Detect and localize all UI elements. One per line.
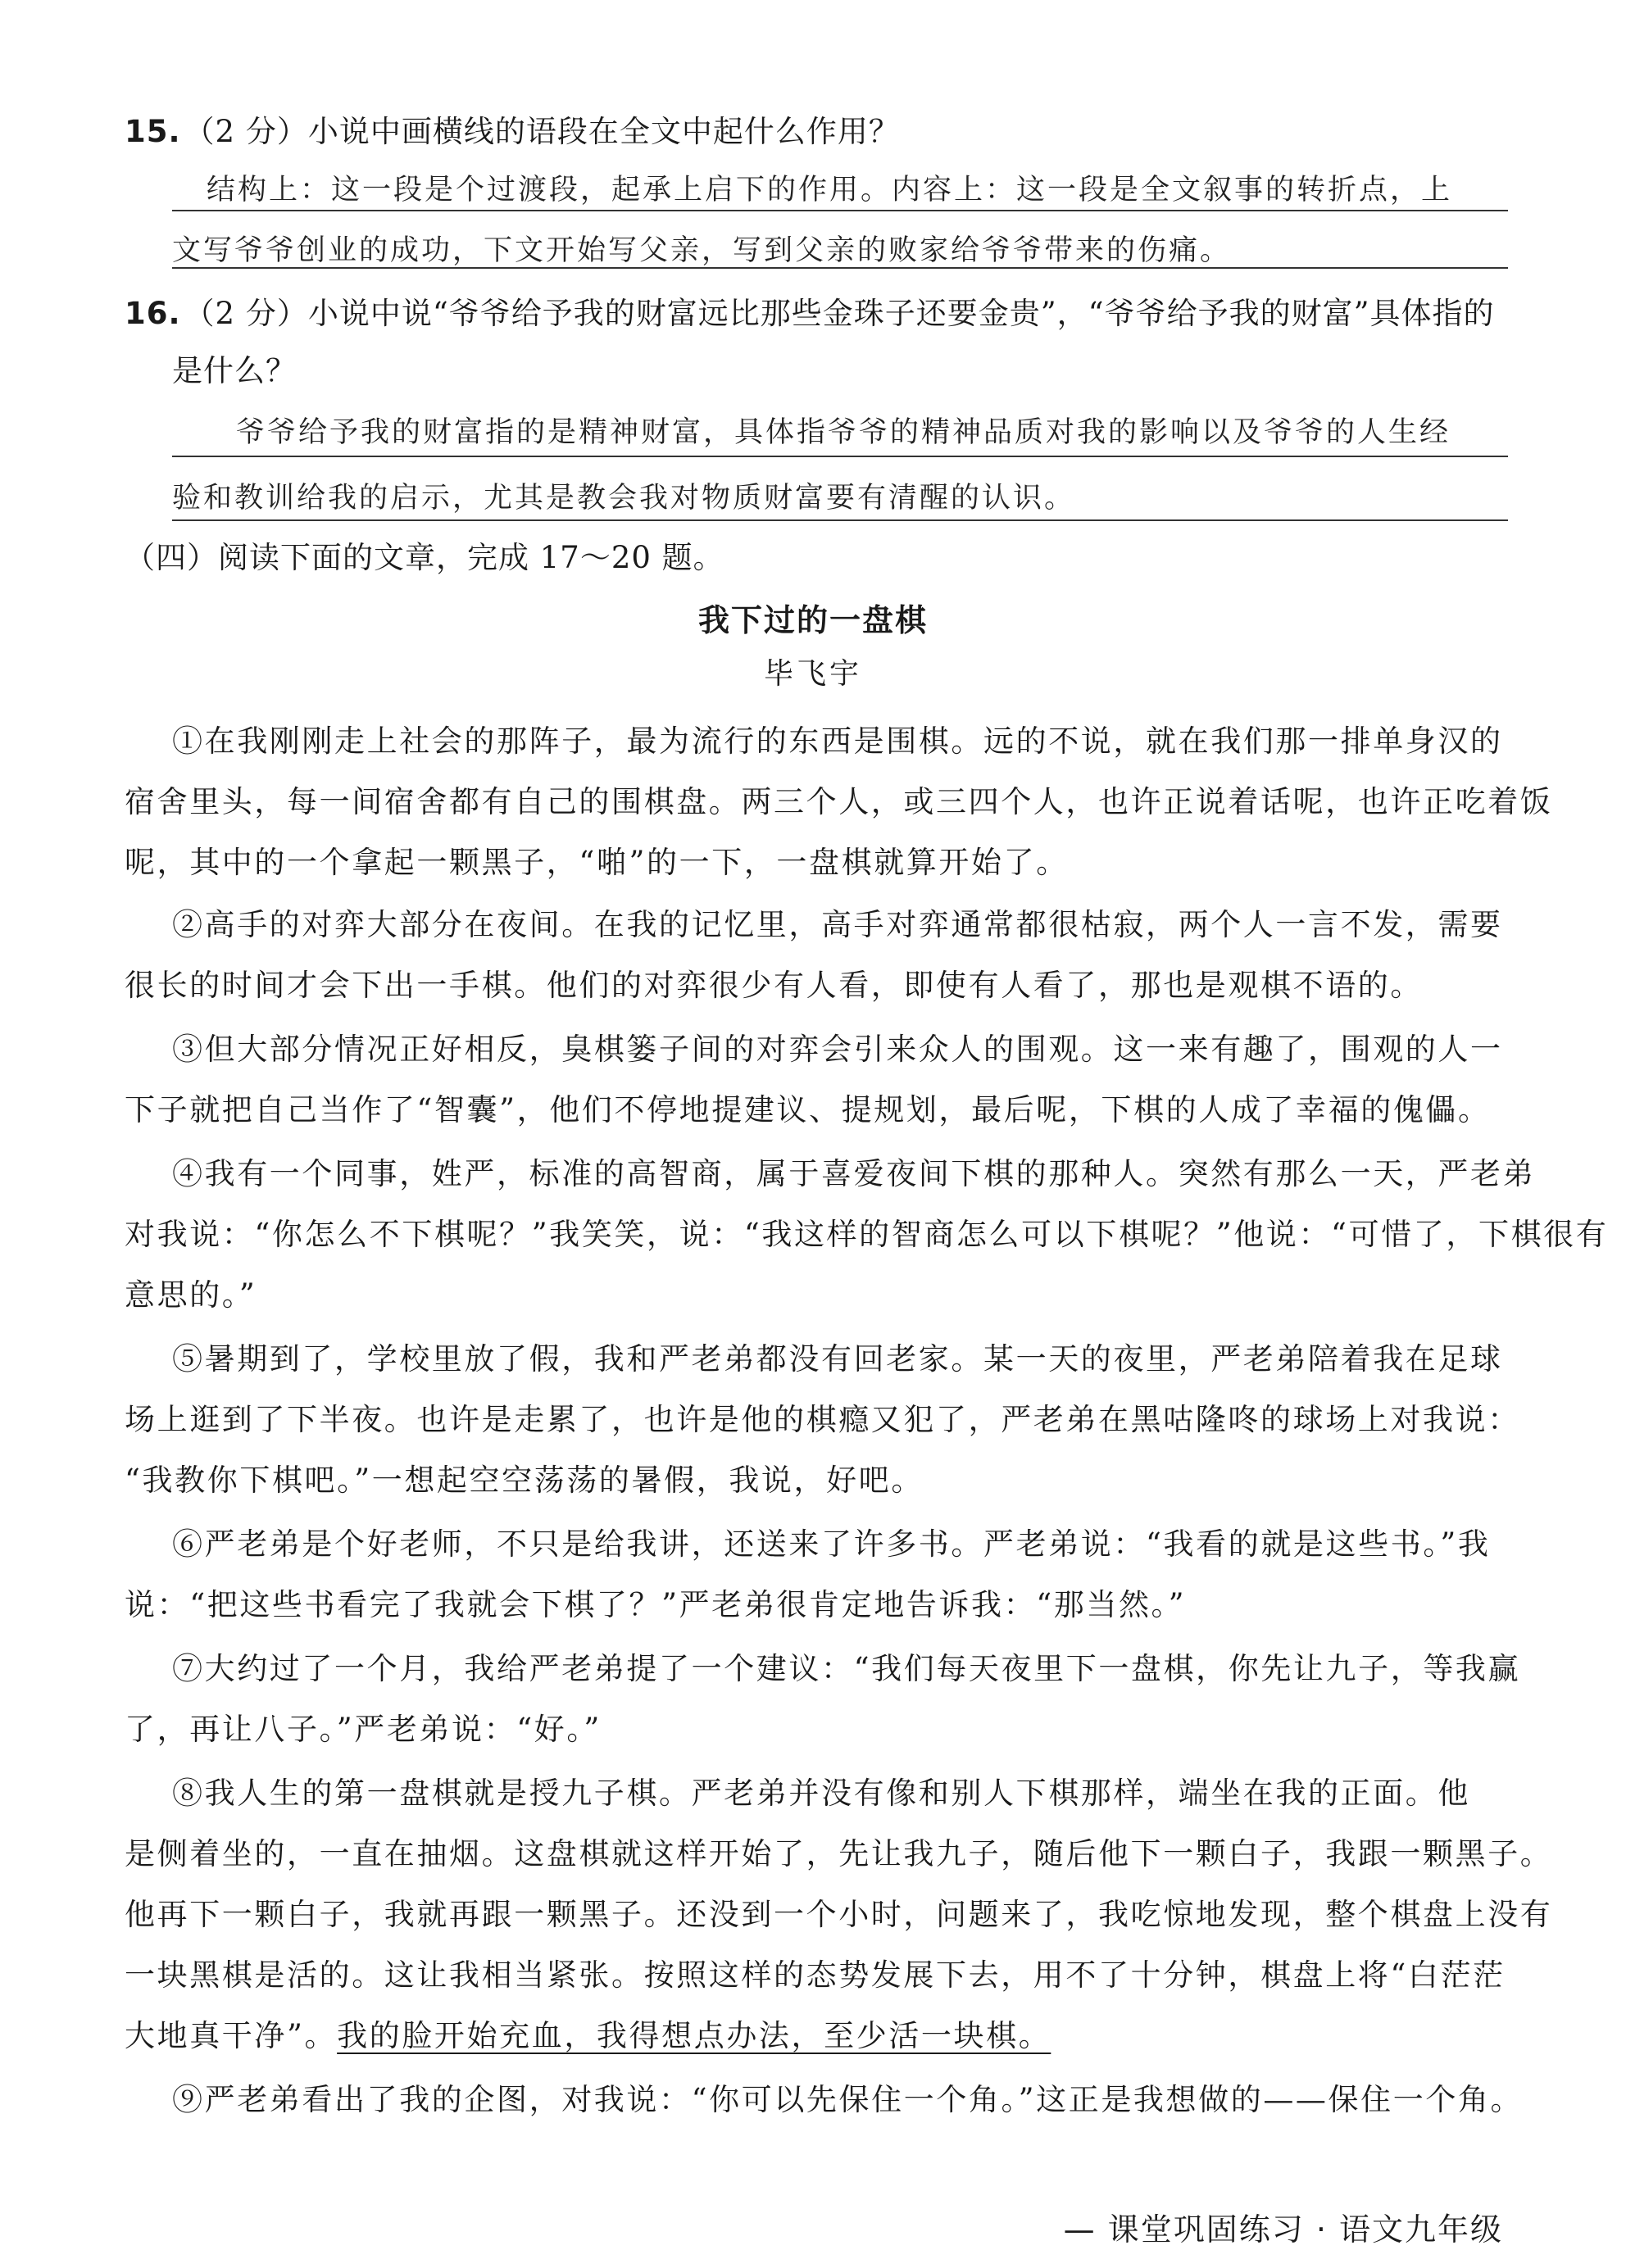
question-number: 15. [125, 114, 181, 149]
answer-rule [172, 210, 1508, 211]
answer-line: 文写爷爷创业的成功，下文开始写父亲，写到父亲的败家给爷爷带来的伤痛。 [172, 234, 1232, 267]
article-line: ⑨严老弟看出了我的企图，对我说：“你可以先保住一个角。”这正是我想做的——保住一个角。 [172, 2082, 1524, 2117]
article-line: ⑤暑期到了，学校里放了假，我和严老弟都没有回老家。某一天的夜里，严老弟陪着我在足球 [172, 1341, 1503, 1377]
article-line-start: 大地真干净”。 [125, 2018, 338, 2053]
article-line: 宿舍里头，每一间宿舍都有自己的围棋盘。两三个人，或三四个人，也许正说着话呢，也许正吃着饭 [125, 784, 1553, 819]
question-text: （2 分）小说中说“爷爷给予我的财富远比那些金珠子还要金贵”，“爷爷给予我的财富”具体指的 [184, 296, 1495, 331]
article-line: 对我说：“你怎么不下棋呢？”我笑笑，说：“我这样的智商怎么可以下棋呢？”他说：“可惜了，下棋很有 [125, 1217, 1609, 1252]
article-line: 一块黑棋是活的。这让我相当紧张。按照这样的态势发展下去，用不了十分钟，棋盘上将“白茫茫 [125, 1957, 1506, 1993]
article-line: ⑦大约过了一个月，我给严老弟提了一个建议：“我们每天夜里下一盘棋，你先让九子，等我赢 [172, 1651, 1521, 1686]
answer-rule [172, 456, 1508, 457]
article-line: ⑧我人生的第一盘棋就是授九子棋。严老弟并没有像和别人下棋那样，端坐在我的正面。他 [172, 1776, 1470, 1811]
article-line: 意思的。” [125, 1277, 257, 1313]
article-line: ①在我刚刚走上社会的那阵子，最为流行的东西是围棋。远的不说，就在我们那一排单身汉的 [172, 723, 1503, 759]
article-line: 了，再让八子。”严老弟说：“好。” [125, 1712, 602, 1747]
section-heading: （四）阅读下面的文章，完成 17～20 题。 [125, 540, 724, 575]
article-line: 场上逛到了下半夜。也许是走累了，也许是他的棋瘾又犯了，严老弟在黑咕隆咚的球场上对我说： [125, 1402, 1520, 1437]
article-line: 很长的时间才会下出一手棋。他们的对弈很少有人看，即使有人看了，那也是观棋不语的。 [125, 968, 1423, 1003]
article-line: ④我有一个同事，姓严，标准的高智商，属于喜爱夜间下棋的那种人。突然有那么一天，严老弟 [172, 1156, 1536, 1191]
article-author: 毕飞宇 [763, 657, 862, 691]
answer-rule [172, 519, 1508, 521]
page-footer: — 课堂巩固练习 · 语文九年级 [1063, 2211, 1503, 2248]
article-line: ③但大部分情况正好相反，臭棋篓子间的对弈会引来众人的围观。这一来有趣了，围观的人一 [172, 1032, 1503, 1067]
article-line: 他再下一颗白子，我就再跟一颗黑子。还没到一个小时，问题来了，我吃惊地发现，整个棋盘上没有 [125, 1897, 1553, 1932]
question-16 [125, 288, 1495, 333]
article-line: 呢，其中的一个拿起一颗黑子，“啪”的一下，一盘棋就算开始了。 [125, 845, 1069, 880]
underlined-sentence: 我的脸开始充血，我得想点办法，至少活一块棋。 [337, 2018, 1051, 2053]
answer-line: 验和教训给我的启示，尤其是教会我对物质财富要有清醒的认识。 [172, 482, 1076, 515]
answer-line: 结构上：这一段是个过渡段，起承上启下的作用。内容上：这一段是全文叙事的转折点，上 [207, 174, 1453, 206]
question-15 [125, 107, 900, 151]
question-number: 16. [125, 296, 181, 331]
article-line: 下子就把自己当作了“智囊”，他们不停地提建议、提规划，最后呢，下棋的人成了幸福的傀儡。 [125, 1092, 1491, 1127]
answer-line: 爷爷给予我的财富指的是精神财富，具体指爷爷的精神品质对我的影响以及爷爷的人生经 [236, 416, 1451, 449]
question-text: （2 分）小说中画横线的语段在全文中起什么作用？ [184, 114, 900, 149]
question-text-continued: 是什么？ [172, 353, 297, 388]
article-line: ②高手的对弈大部分在夜间。在我的记忆里，高手对弈通常都很枯寂，两个人一言不发，需要 [172, 907, 1503, 942]
article-line: “我教你下棋吧。”一想起空空荡荡的暑假，我说，好吧。 [125, 1463, 924, 1498]
article-line: ⑥严老弟是个好老师，不只是给我讲，还送来了许多书。严老弟说：“我看的就是这些书。”我 [172, 1526, 1491, 1562]
article-line-with-underline [125, 2011, 1051, 2055]
answer-rule [172, 267, 1508, 269]
article-title: 我下过的一盘棋 [697, 602, 928, 638]
article-line: 说：“把这些书看完了我就会下棋了？”严老弟很肯定地告诉我：“那当然。” [125, 1587, 1187, 1622]
article-line: 是侧着坐的，一直在抽烟。这盘棋就这样开始了，先让我九子，随后他下一颗白子，我跟一颗黑子。 [125, 1836, 1553, 1871]
